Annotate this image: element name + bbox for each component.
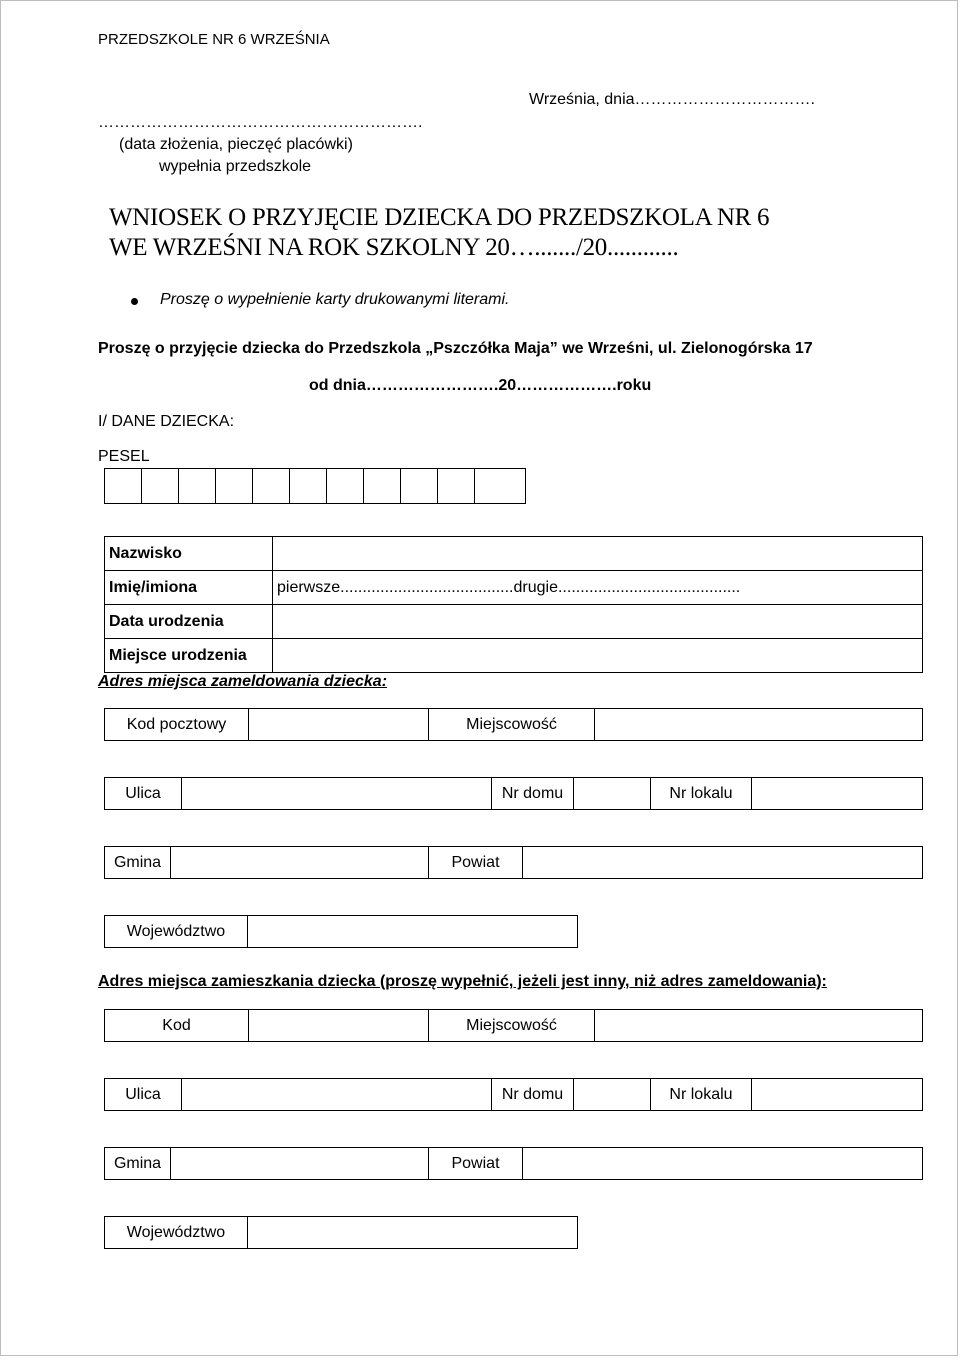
postal-code-field[interactable] [249,1010,429,1041]
pesel-digit-box[interactable] [327,469,364,503]
commune-label: Gmina [105,1148,171,1179]
pesel-digit-box[interactable] [105,469,142,503]
city-field[interactable] [595,709,922,740]
voivodeship-field[interactable] [248,1217,577,1248]
registered-postal-row [104,708,923,741]
street-field[interactable] [182,778,492,809]
birth-date-field[interactable] [273,605,922,638]
city-label: Miejscowość [429,1010,595,1041]
stamp-dots: ……………………………………………………. [98,114,423,131]
stamp-label: (data złożenia, pieczęć placówki) [119,136,353,153]
pesel-digit-box[interactable] [475,469,525,503]
stamp-note: wypełnia przedszkole [159,158,312,175]
registered-commune-row [104,846,923,879]
street-label: Ulica [105,778,182,809]
surname-label: Nazwisko [105,537,273,570]
commune-label: Gmina [105,847,171,878]
from-date: od dnia…………………….20……………….roku [309,377,652,394]
birth-place-label: Miejsce urodzenia [105,639,273,672]
flat-number-field[interactable] [752,1079,922,1110]
pesel-digit-box[interactable] [290,469,327,503]
residence-commune-row [104,1147,923,1180]
names-label: Imię/imiona [105,571,273,604]
flat-number-label: Nr lokalu [651,1079,752,1110]
registered-street-row [104,777,923,810]
residence-address-heading: Adres miejsca zamieszkania dziecka (proszę wypełnić, jeżeli jest inny, niż adres zameldowania): [98,973,827,990]
birth-place-row [104,638,923,673]
birth-date-label: Data urodzenia [105,605,273,638]
voivodeship-field[interactable] [248,916,577,947]
section-child-data: I/ DANE DZIECKA: [98,413,235,430]
county-label: Powiat [429,847,523,878]
bullet-icon [131,298,138,305]
postal-code-field[interactable] [249,709,429,740]
street-label: Ulica [105,1079,182,1110]
commune-field[interactable] [171,1148,429,1179]
pesel-digit-box[interactable] [216,469,253,503]
pesel-digit-box[interactable] [438,469,475,503]
request-text: Proszę o przyjęcie dziecka do Przedszkola „Pszczółka Maja” we Wrześni, ul. Zielonogórska 17 [98,340,813,357]
birth-date-row [104,604,923,639]
institution-name: PRZEDSZKOLE NR 6 WRZEŚNIA [98,31,330,48]
city-field[interactable] [595,1010,922,1041]
names-field[interactable]: pierwsze.......................................drugie......................................... [277,578,741,596]
house-number-label: Nr domu [492,778,574,809]
surname-field[interactable] [273,537,922,570]
postal-code-label: Kod pocztowy [105,709,249,740]
registered-voivodeship-row [104,915,578,948]
city-label: Miejscowość [429,709,595,740]
pesel-digit-box[interactable] [142,469,179,503]
registered-address-heading: Adres miejsca zameldowania dziecka: [98,673,388,690]
names-row [104,570,923,605]
residence-street-row [104,1078,923,1111]
pesel-digit-box[interactable] [401,469,438,503]
residence-postal-row [104,1009,923,1042]
street-field[interactable] [182,1079,492,1110]
commune-field[interactable] [171,847,429,878]
place-date: Września, dnia……………………………. [529,91,815,108]
instruction-text: Proszę o wypełnienie karty drukowanymi literami. [160,291,510,308]
pesel-label: PESEL [98,448,150,465]
form-title-line2: WE WRZEŚNI NA ROK SZKOLNY 20…......./20............ [109,234,679,261]
house-number-label: Nr domu [492,1079,574,1110]
form-title-line1: WNIOSEK O PRZYJĘCIE DZIECKA DO PRZEDSZKOLA NR 6 [109,204,770,231]
pesel-field[interactable] [104,468,526,504]
residence-voivodeship-row [104,1216,578,1249]
pesel-digit-box[interactable] [179,469,216,503]
pesel-digit-box[interactable] [253,469,290,503]
house-number-field[interactable] [574,778,651,809]
pesel-digit-box[interactable] [364,469,401,503]
postal-code-label: Kod [105,1010,249,1041]
voivodeship-label: Województwo [105,1217,248,1248]
voivodeship-label: Województwo [105,916,248,947]
surname-row [104,536,923,571]
flat-number-label: Nr lokalu [651,778,752,809]
house-number-field[interactable] [574,1079,651,1110]
county-field[interactable] [523,847,922,878]
county-field[interactable] [523,1148,922,1179]
county-label: Powiat [429,1148,523,1179]
flat-number-field[interactable] [752,778,922,809]
birth-place-field[interactable] [273,639,922,672]
